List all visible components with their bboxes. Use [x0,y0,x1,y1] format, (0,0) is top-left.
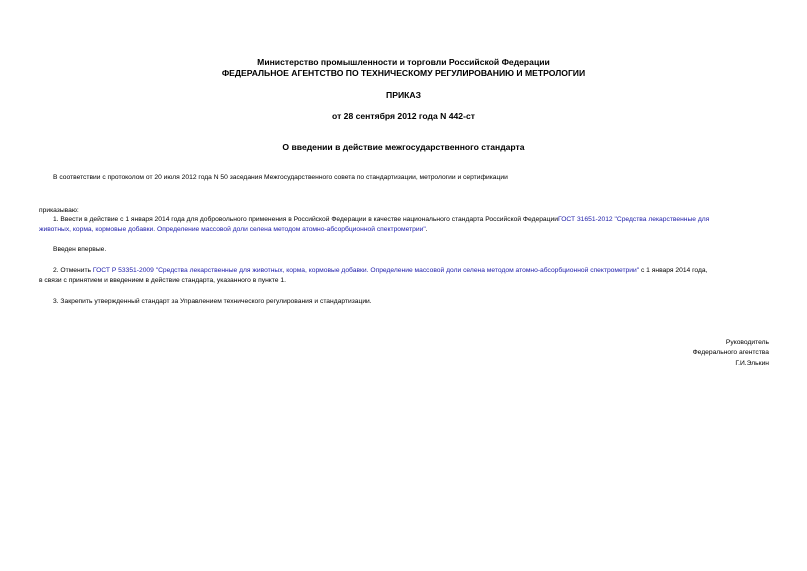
item-2-prefix: 2. Отменить [53,267,93,274]
item-1-suffix: . [425,226,428,233]
document-subject: О введении в действие межгосударственного стандарта [282,142,525,152]
item-2-line-1 [53,266,707,276]
introduced-first-note: Введен впервые. [53,246,107,253]
signatory-name: Г.И.Элькин [735,360,769,367]
preamble-text: В соответствии с протоколом от 20 июля 2012 года N 50 заседания Межгосударственного совета по стандартизации, метрологии и сертификации [53,174,508,181]
item-1-line-1 [53,215,709,225]
item-1-prefix: 1. Ввести в действие с 1 января 2014 года для добровольного применения в Российской Федерации в качестве национального стандарта Российской Федерации [53,216,558,223]
item-2-suffix: с 1 января 2014 года, [639,267,708,274]
gost-31651-link-continued[interactable]: животных, корма, кормовые добавки. Определение массовой доли селена методом атомно-абсорбционной спектрометрии" [39,226,426,233]
agency-name: ФЕДЕРАЛЬНОЕ АГЕНТСТВО ПО ТЕХНИЧЕСКОМУ РЕГУЛИРОВАНИЮ И МЕТРОЛОГИИ [221,68,586,78]
signatory-title: Руководитель [725,339,769,346]
item-1-line-2 [39,225,428,235]
ministry-name: Министерство промышленности и торговли Российской Федерации [257,57,550,67]
item-3-text: 3. Закрепить утвержденный стандарт за Управлением технического регулирования и стандартизации. [53,298,372,305]
gost-r-53351-link[interactable]: ГОСТ Р 53351-2009 "Средства лекарственные для животных, корма, кормовые добавки. Определение массовой доли селена методом атомно-абсорбционной спектрометрии" [92,267,640,274]
gost-31651-link[interactable]: ГОСТ 31651-2012 "Средства лекарственные для [557,216,710,223]
signatory-organization: Федерального агентства [692,349,769,356]
order-word: приказываю: [39,207,79,214]
item-2-line-2: в связи с принятием и введением в действие стандарта, указанного в пункте 1. [39,277,286,284]
document-date-number: от 28 сентября 2012 года N 442-ст [332,111,475,121]
document-type: ПРИКАЗ [386,90,421,100]
